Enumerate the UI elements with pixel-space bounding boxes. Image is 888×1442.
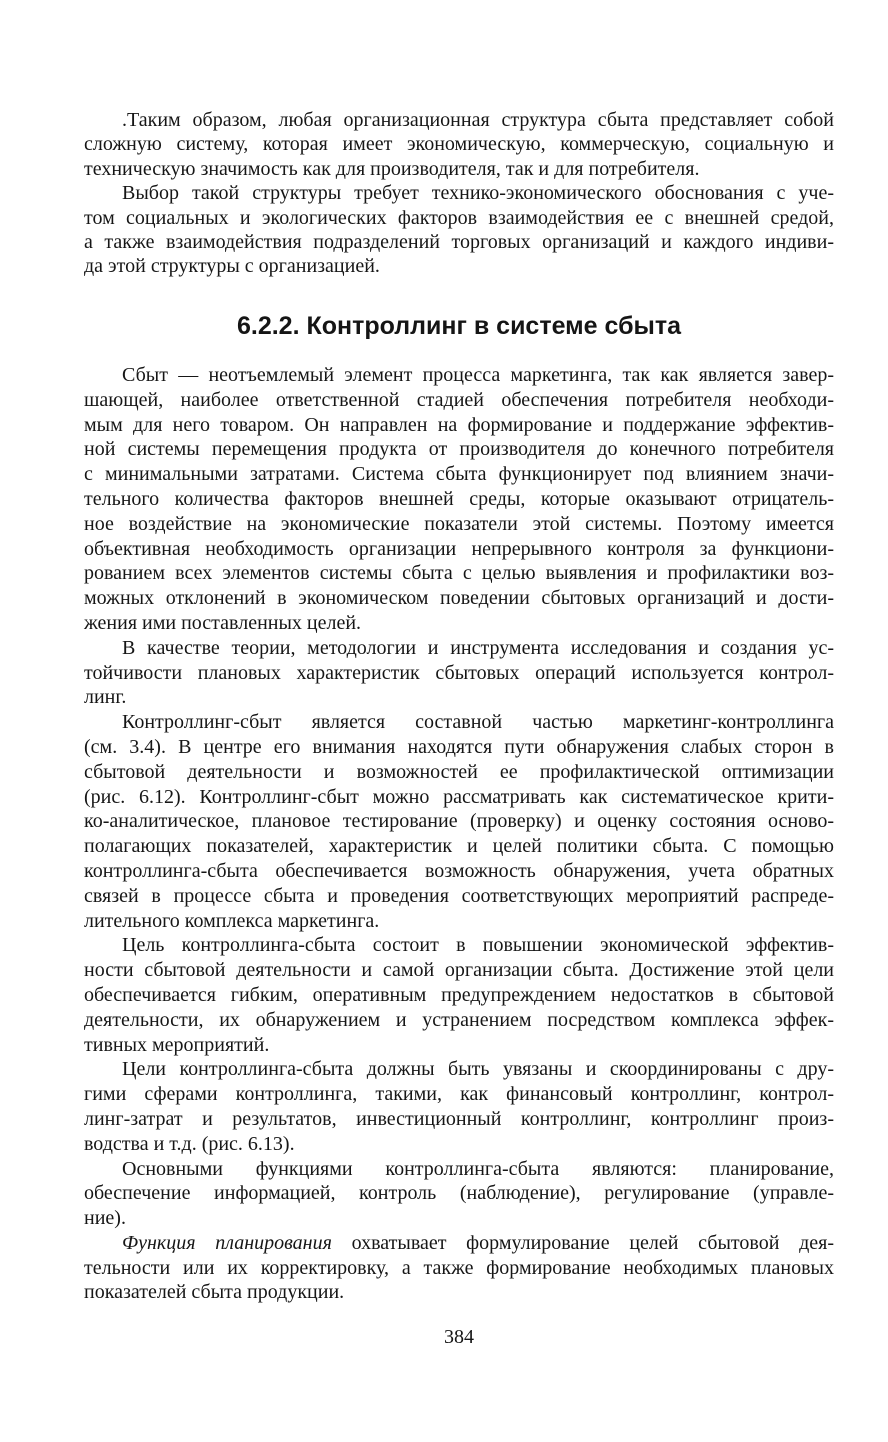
text-line: Выбор такой структуры требует технико-экономического обоснования с уче-: [122, 182, 834, 205]
text-line: объективная необходимость организации непрерывного контроля за функциони-: [84, 537, 834, 560]
text-line: сбытовой деятельности и возможностей ее профилактической оптимизации: [84, 760, 834, 783]
text-line: Контроллинг-сбыт является составной частью маркетинг-контроллинга: [122, 711, 834, 734]
text-line: том социальных и экологических факторов взаимодействия ее с внешней средой,: [84, 206, 834, 229]
text-line: тивных мероприятий.: [84, 1033, 270, 1056]
paragraph: [84, 1231, 834, 1305]
text-line: Сбыт — неотъемлемый элемент процесса маркетинга, так как является завер-: [122, 364, 834, 386]
text-line: жения ими поставленных целей.: [84, 611, 362, 634]
italic-term: Функция планирования: [122, 1231, 332, 1254]
text-line: сложную систему, которая имеет экономическую, коммерческую, социальную и: [84, 133, 834, 156]
paragraph: [84, 363, 834, 636]
text-line: тельности или их корректировку, а также формирование необходимых плановых: [84, 1256, 834, 1279]
text-line: ние).: [84, 1207, 126, 1230]
text-line: показателей сбыта продукции.: [84, 1281, 345, 1304]
text-line: с минимальными затратами. Система сбыта функционирует под влиянием значи-: [84, 463, 834, 486]
text-line: обеспечивается гибким, оперативным предупреждением недостатков в сбытовой: [84, 983, 834, 1006]
paragraph: [84, 933, 834, 1057]
paragraph: [84, 1157, 834, 1231]
text-line: ной системы перемещения продукта от производителя до конечного потребителя: [84, 438, 834, 461]
text-line: деятельности, их обнаружением и устранением посредством комплекса эффек-: [84, 1008, 834, 1031]
text-line: ное воздействие на экономические показатели этой системы. Поэтому имеется: [84, 512, 834, 535]
text-line: Цели контроллинга-сбыта должны быть увязаны и скоординированы с дру-: [122, 1058, 834, 1081]
text-fragment: охватывает формулирование целей сбытовой дея-: [351, 1231, 835, 1254]
text-line: [84, 1231, 834, 1256]
text-line: а также взаимодействия подразделений торговых организаций и каждого индиви-: [84, 231, 834, 254]
text-line: обеспечение информацией, контроль (наблюдение), регулирование (управле-: [84, 1182, 834, 1205]
text-line: линг-затрат и результатов, инвестиционный контроллинг, контроллинг произ-: [84, 1107, 834, 1130]
text-line: ности сбытовой деятельности и самой организации сбыта. Достижение этой цели: [84, 959, 834, 982]
text-line: (рис. 6.12). Контроллинг-сбыт можно рассматривать как систематическое крити-: [84, 785, 834, 808]
paragraph: [84, 181, 834, 279]
page-number: 384: [444, 1326, 474, 1348]
text-line: (см. 3.4). В центре его внимания находятся пути обнаружения слабых сторон в: [84, 735, 834, 758]
text-line: техническую значимость как для производителя, так и для потребителя.: [84, 157, 700, 180]
intro-text-block: [84, 108, 834, 279]
text-line: линг.: [84, 686, 127, 709]
paragraph: [84, 108, 834, 181]
text-line: тойчивости плановых характеристик сбытовых операций используется контрол-: [84, 661, 834, 684]
text-line: Цель контроллинга-сбыта состоит в повышении экономической эффектив-: [122, 934, 834, 957]
text-line: мым для него товаром. Он направлен на формирование и поддержание эффектив-: [84, 413, 834, 436]
paragraph: [84, 1057, 834, 1156]
text-line: .Таким образом, любая организационная структура сбыта представляет собой: [122, 109, 834, 131]
text-line: тельного количества факторов внешней среды, которые оказывают отрицатель-: [84, 487, 834, 510]
section-text-block: [84, 363, 834, 1305]
text-line: шающей, наиболее ответственной стадией обеспечения потребителя необходи-: [84, 388, 834, 411]
text-line: полагающих показателей, характеристик и целей политики сбыта. С помощью: [84, 835, 834, 858]
section-heading: 6.2.2. Контроллинг в системе сбыта: [236, 312, 682, 340]
paragraph: [84, 636, 834, 710]
text-line: связей в процессе сбыта и проведения соответствующих мероприятий распреде-: [84, 884, 834, 907]
text-line: лительного комплекса маркетинга.: [84, 909, 380, 932]
text-line: водства и т.д. (рис. 6.13).: [84, 1132, 295, 1155]
text-line: гими сферами контроллинга, такими, как финансовый контроллинг, контрол-: [84, 1083, 834, 1106]
text-line: да этой структуры с организацией.: [84, 255, 380, 278]
text-line: Основными функциями контроллинга-сбыта являются: планирование,: [122, 1157, 834, 1180]
text-line: В качестве теории, методологии и инструмента исследования и создания ус-: [122, 636, 834, 659]
text-line: ко-аналитическое, плановое тестирование (проверку) и оценку состояния осново-: [84, 810, 834, 833]
paragraph: [84, 710, 834, 933]
text-line: можных отклонений в экономическом поведении сбытовых организаций и дости-: [84, 587, 834, 610]
text-line: контроллинга-сбыта обеспечивается возможность обнаружения, учета обратных: [84, 859, 834, 882]
text-line: рованием всех элементов системы сбыта с целью выявления и профилактики воз-: [84, 562, 834, 585]
